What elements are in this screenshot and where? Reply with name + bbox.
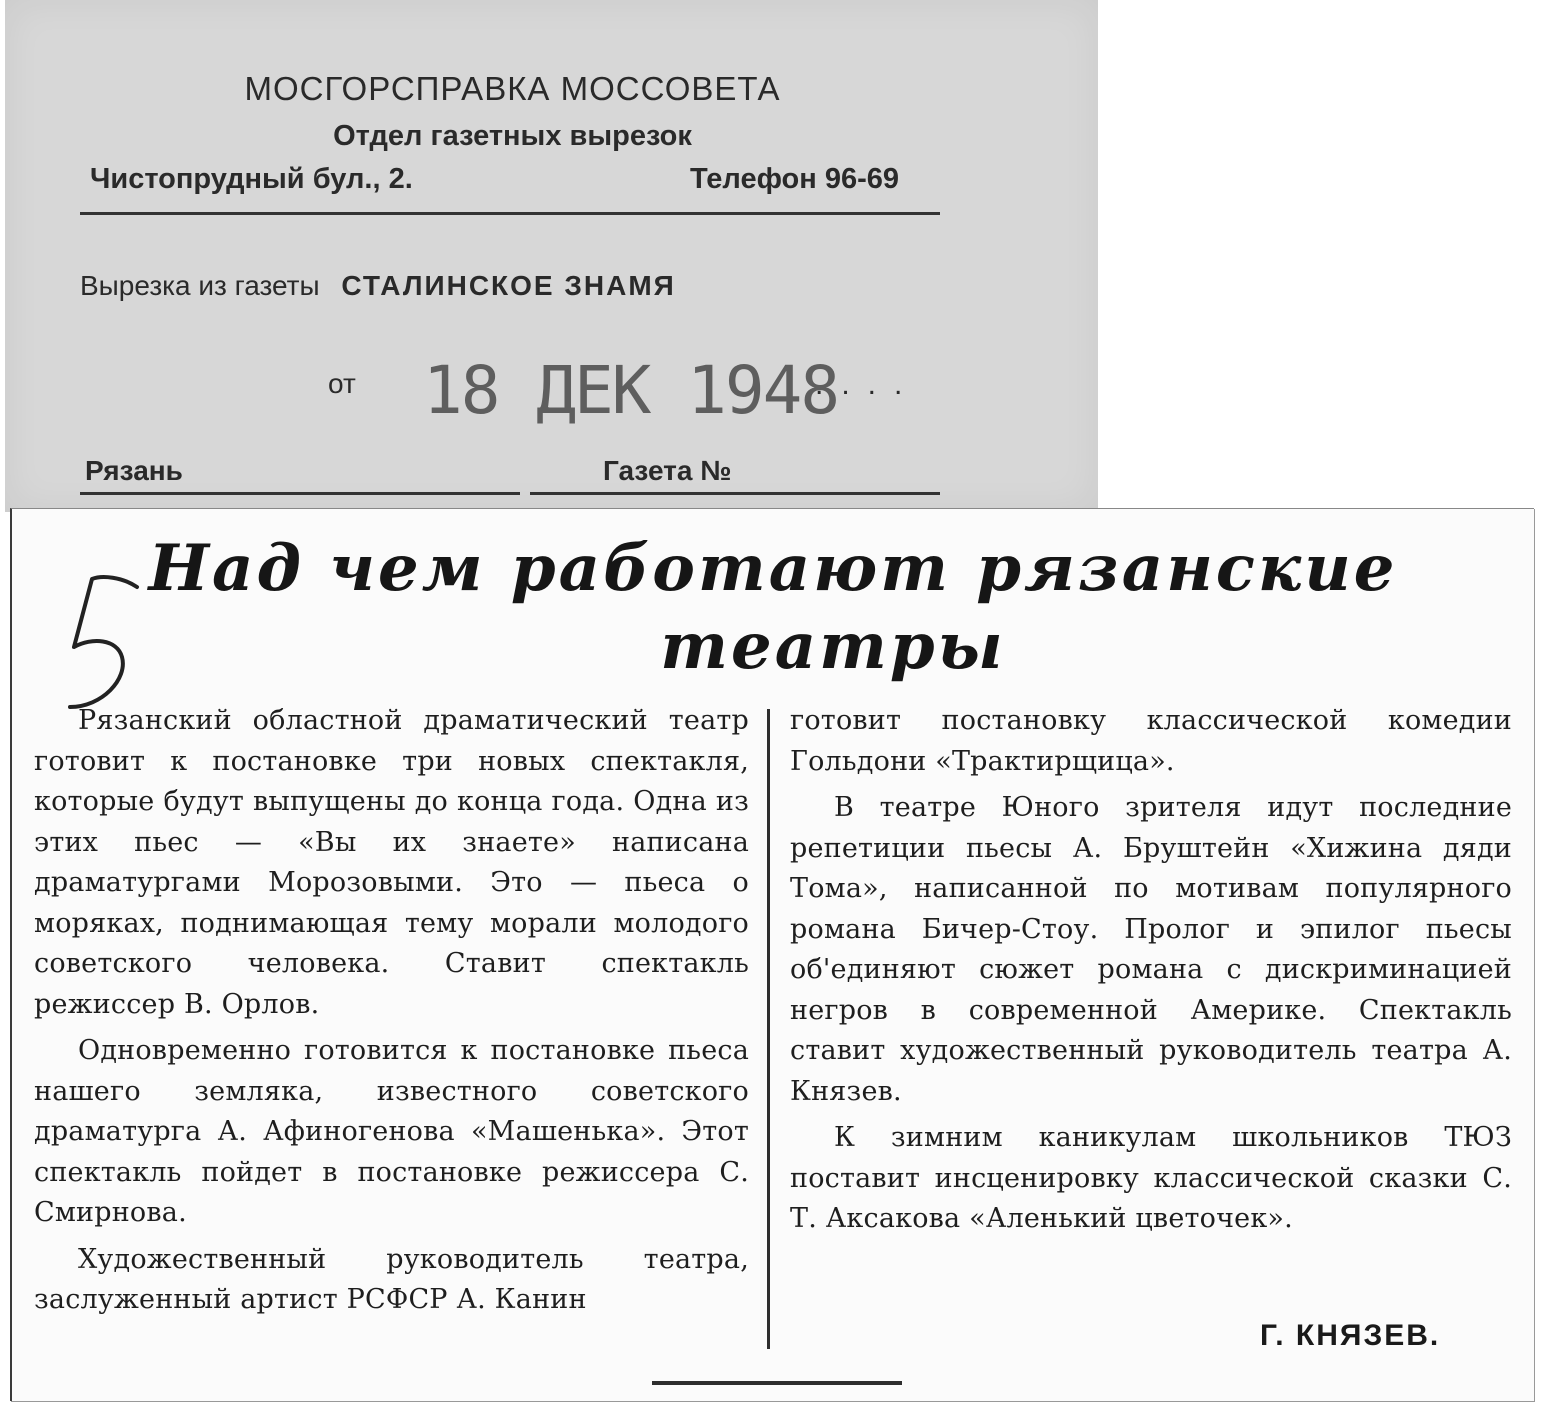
article-paragraph: В театре Юного зрителя идут последние репетиции пьесы А. Бруштейн «Хижина дяди Тома», написанной по мотивам популярного романа Бичер-Стоу. Пролог и эпилог пьесы об'единяют сюжет романа с дискриминацией негров в современной Америке. Спектакль ставит художественный руководитель театра А. Князев. [790,792,1512,1107]
author-signature: Г. КНЯЗЕВ. [1260,1319,1441,1352]
article-paragraph: К зимним каникулам школьников ТЮЗ поставит инсценировку классической сказки С. Т. Аксакова «Аленький цветочек». [790,1122,1512,1234]
article-headline-line-1: Над чем работают рязанские [148,531,1398,606]
newspaper-source-row [80,270,676,302]
article-paragraph: Художественный руководитель театра, заслуженный артист РСФСР А. Канин [34,1243,749,1315]
department-name: Отдел газетных вырезок [333,120,692,152]
city-name: Рязань [85,455,183,486]
issue-number-label: Газета № [603,455,732,486]
organization-name: МОСГОРСПРАВКА МОССОВЕТА [244,70,781,107]
cut-label: Вырезка из газеты [80,270,320,301]
article-headline-line-2: театры [660,609,1006,684]
newspaper-clipping [10,508,1534,1401]
date-label: от [328,368,356,399]
article-paragraph: Одновременно готовится к постановке пьеса нашего земляка, известного советского драматурга А. Афиногенова «Машенька». Этот спектакль пойдет в постановке режиссера С. Смирнова. [34,1035,749,1228]
city-underline [80,492,520,495]
column-divider [767,709,770,1349]
issue-underline [530,492,940,495]
newspaper-name: СТАЛИНСКОЕ ЗНАМЯ [341,270,676,301]
article-paragraph: Рязанский областной драматический театр готовит к постановке три новых спектакля, которые будут выпущены до конца года. Одна из этих пьес — «Вы их знаете» написана драматургами Морозовыми. Это — пьеса о моряках, поднимающая тему морали молодого советского человека. Ставит спектакль режиссер В. Орлов. [34,705,749,1020]
address: Чистопрудный бул., 2. [90,163,413,195]
article-column-left [34,701,749,1356]
article-end-rule [652,1381,902,1385]
article-column-right [790,701,1512,1301]
clipping-service-header [5,0,1098,512]
header-divider [80,212,940,215]
date-dots: .... [815,368,921,401]
phone-number: Телефон 96-69 [690,163,900,195]
article-paragraph: готовит постановку классической комедии Гольдони «Трактирщица». [790,705,1512,777]
date-stamp: 18 ДЕК 1948 [423,352,839,429]
